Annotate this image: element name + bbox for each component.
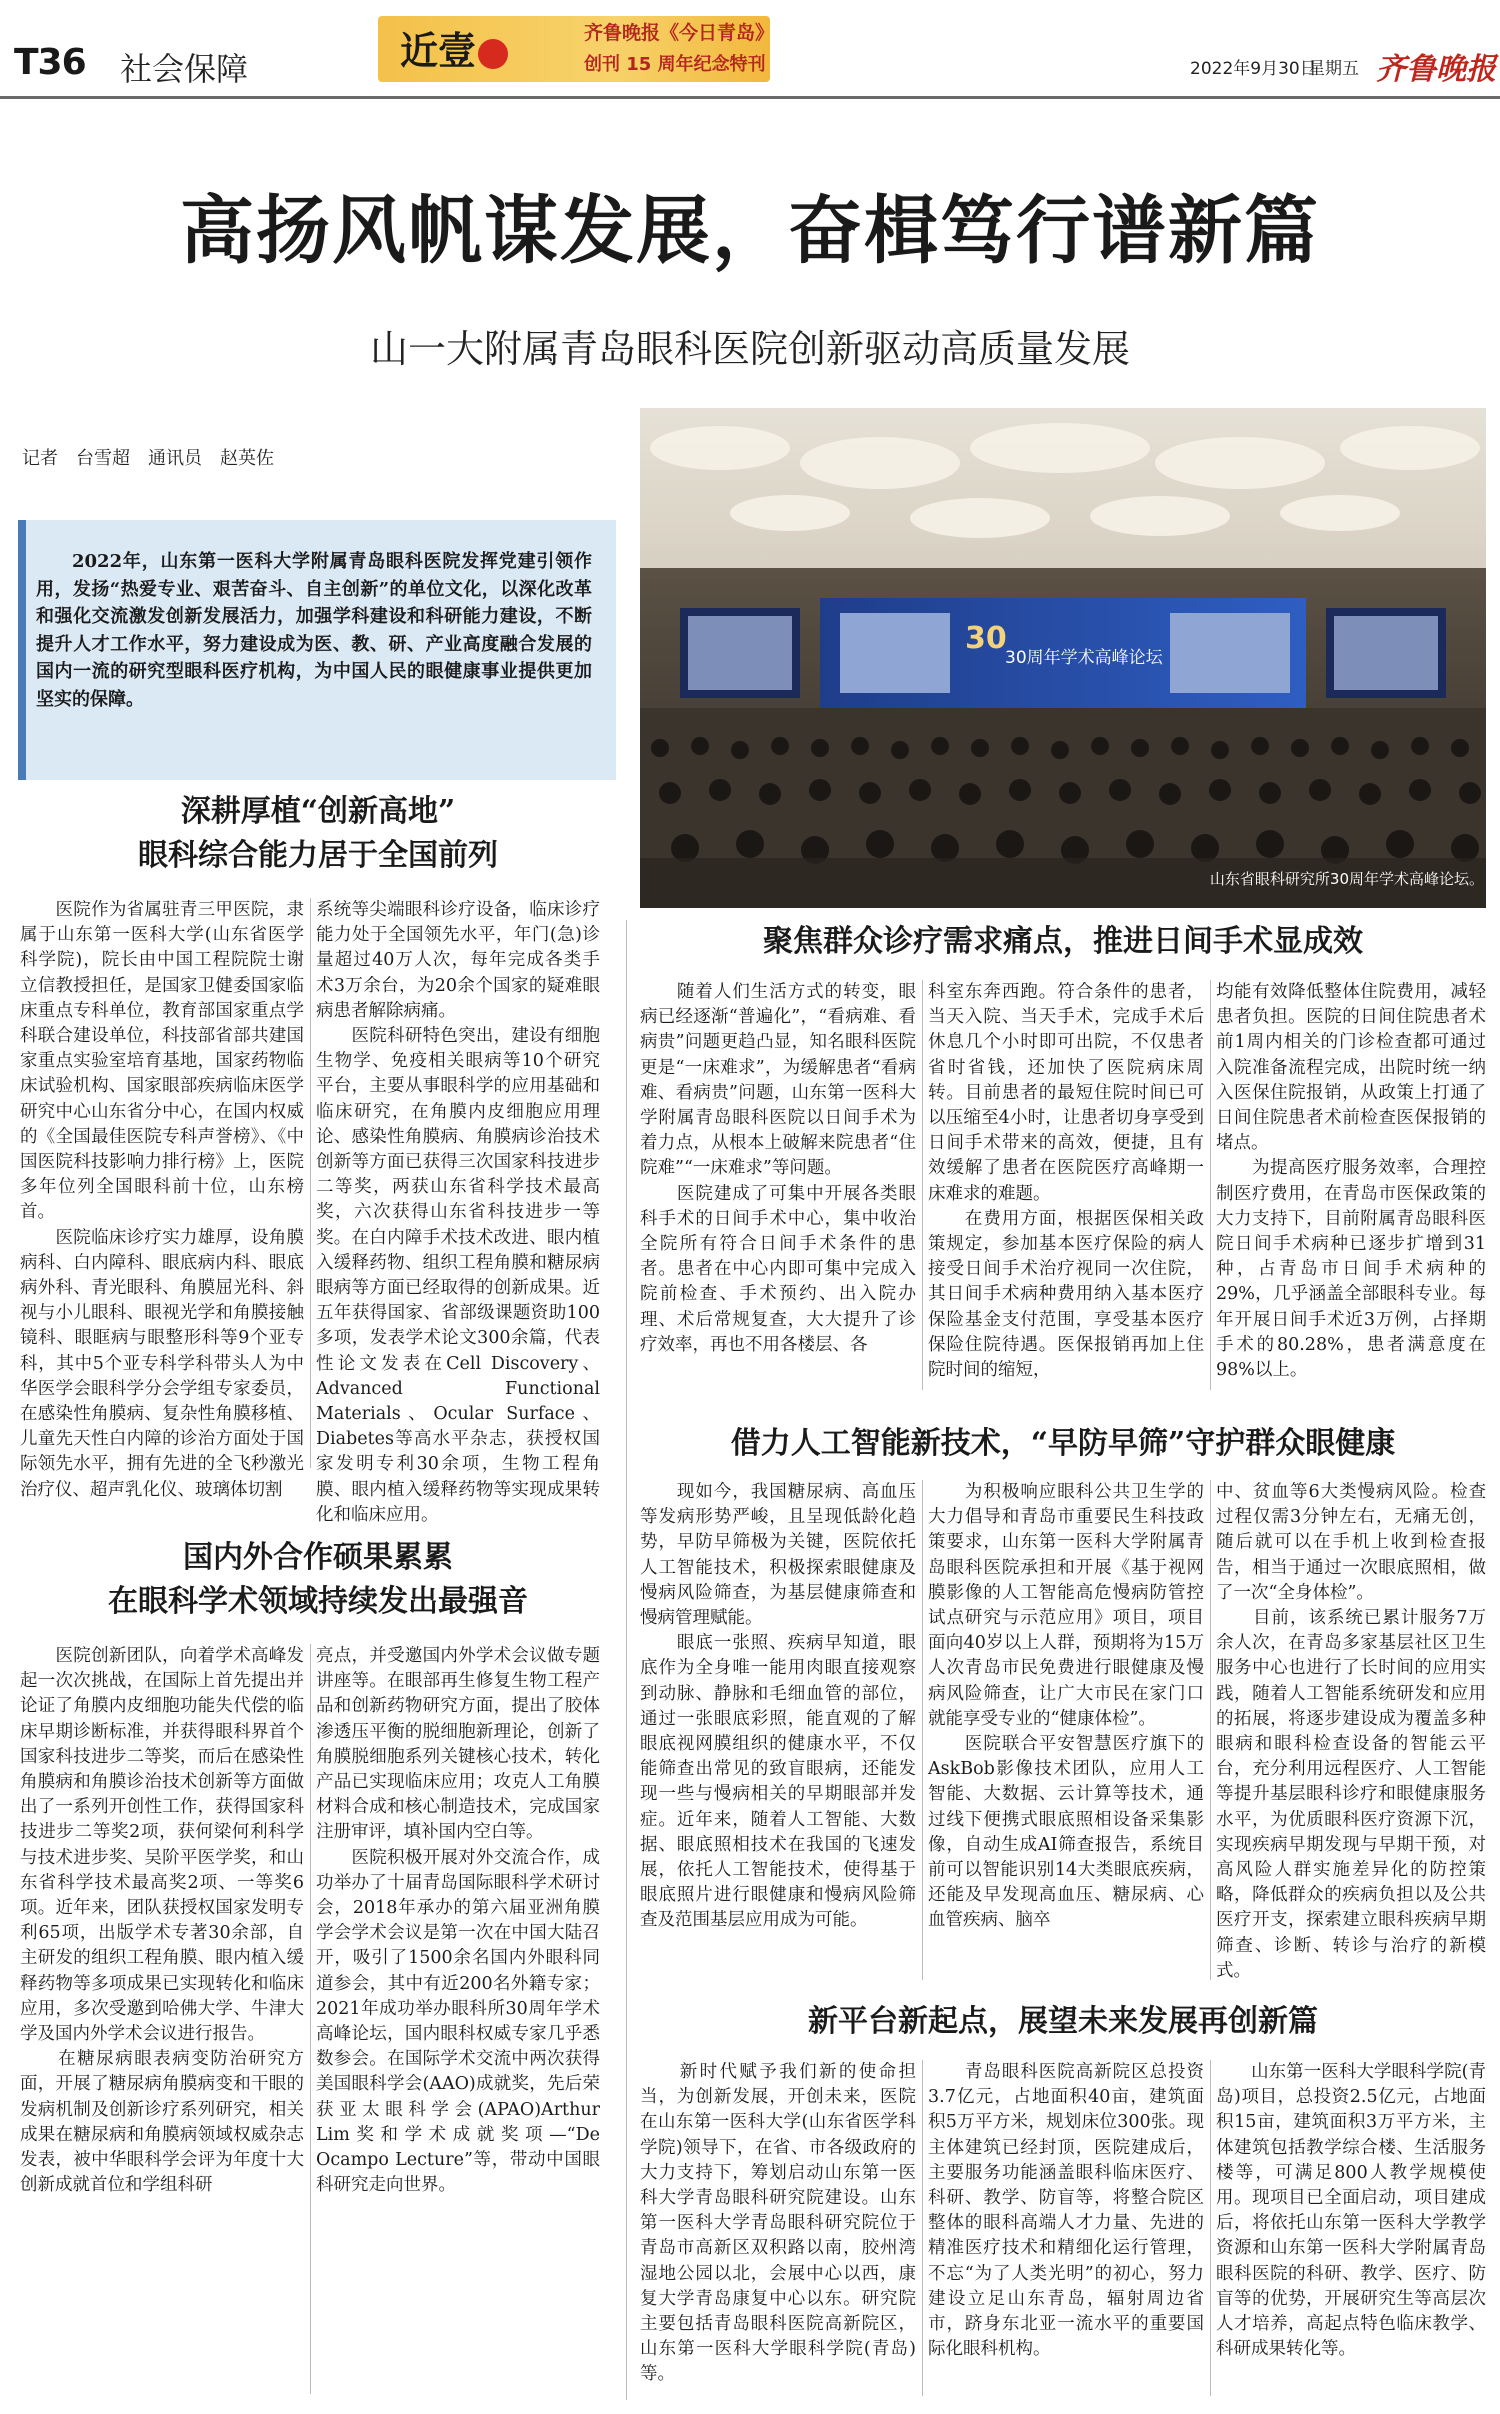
intro-text: 2022年，山东第一医科大学附属青岛眼科医院发挥党建引领作用，发扬“热爱专业、艰苦奋斗、自主创新”的单位文化，以深化改革和强化交流激发创新发展活力，加强学科建设和科研能力建设，不断提升人才工作水平，努力建设成为医、教、研、产业高度融合发展的国内一流的研究型眼科医疗机构，为中国人民的眼健康事业提供更加坚实的保障。 — [36, 551, 592, 710]
section1-heading — [20, 790, 616, 878]
section2-heading-line1: 国内外合作硕果累累 — [183, 1540, 453, 1575]
issue-weekday: 星期五 — [1308, 59, 1359, 79]
section1-column1: 医院作为省属驻青三甲医院，隶属于山东第一医科大学(山东省医学科学院)，院长由中国工程院院士谢立信教授担任，是国家卫健委国家临床重点专科单位，教育部国家重点学科联合建设单位，科技部省部共建国家重点实验室培育基地，国家药物临床试验机构、国家眼部疾病临床医学研究中心山东省分中心，在国内权威的《全国最佳医院专科声誉榜》、《中国医院科技影响力排行榜》上，医院多年位列全国眼科前十位，山东榜首。 医院临床诊疗实力雄厚，设角膜病科、白内障科、眼底病内科、眼底病外科、青光眼科、角膜屈光科、斜视与小儿眼科、眼视光学和角膜接触镜科、眼眶病与眼整形科等9个亚专科，其中5个亚专科学科带头人为中华医学会眼科学分会学组专家委员，在感染性角膜病、复杂性角膜移植、儿童先天性白内障的诊治方面处于国际领先水平，拥有先进的全飞秒激光治疗仪、超声乳化仪、玻璃体切割 — [20, 900, 304, 1500]
banner-logo-dot-icon — [478, 39, 508, 69]
section4-heading: 借力人工智能新技术，“早防早筛”守护群众眼健康 — [730, 1426, 1396, 1461]
issue-date: 2022年9月30日 — [1190, 59, 1317, 79]
section3-column3: 均能有效降低整体住院费用，减轻患者负担。医院的日间住院患者术前1周内相关的门诊检查都可通过入院准备流程完成，出院时统一纳入医保住院报销，从政策上打通了日间住院患者术前检查医保报销的堵点。 为提高医疗服务效率，合理控制医疗费用，在青岛市医保政策的大力支持下，目前附属青岛眼科医院日间手术病种已逐步扩增到31种，占青岛市日间手术病种的29%，几乎涵盖全部眼科专业。每年开展日间手术近3万例，占择期手术的80.28%，患者满意度在98%以上。 — [1216, 982, 1486, 1381]
section5-column3: 山东第一医科大学眼科学院(青岛)项目，总投资2.5亿元，占地面积15亩，建筑面积3万平方米，主体建筑包括教学综合楼、生活服务楼等，可满足800人教学规模使用。现项目已全面启动，项目建成后，将依托山东第一医科大学教学资源和山东第一医科大学附属青岛眼科医院的科研、教学、医疗、防盲等的优势，开展研究生等高层次人才培养，高起点特色临床教学、科研成果转化等。 — [1216, 2062, 1486, 2360]
column-divider — [1210, 980, 1211, 1390]
svg-text:30: 30 — [965, 621, 1007, 656]
anniversary-banner — [378, 4, 775, 90]
masthead-divider — [0, 96, 1500, 99]
section4-column1: 现如今，我国糖尿病、高血压等发病形势严峻，且呈现低龄化趋势，早防早筛极为关键，医院依托人工智能技术，积极探索眼健康及慢病风险筛查，为基层健康筛查和慢病管理赋能。 眼底一张照、疾病早知道，眼底作为全身唯一能用肉眼直接观察到动脉、静脉和毛细血管的部位，通过一张眼底彩照，能直观的了解眼底视网膜组织的健康水平，不仅能筛查出常见的致盲眼病，还能发现一些与慢病相关的早期眼部并发症。近年来，随着人工智能、大数据、眼底照相技术在我国的飞速发展，依托人工智能技术，使得基于眼底照片进行眼健康和慢病风险筛查及范围基层应用成为可能。 — [640, 1482, 916, 1931]
banner-logo — [400, 20, 508, 75]
column-divider — [1210, 1480, 1211, 1980]
column-divider — [922, 980, 923, 1390]
column-divider — [310, 898, 311, 1468]
section5-column2: 青岛眼科医院高新院区总投资3.7亿元，占地面积40亩，建筑面积5万平方米，规划床位300张。现主体建筑已经封顶，医院建成后，主要服务功能涵盖眼科临床医疗、科研、教学、防盲等，将整合院区整体的眼科高端人才力量、先进的精准医疗技术和精细化运行管理，不忘“为了人类光明”的初心，努力建设立足山东青岛，辐射周边省市，跻身东北亚一流水平的重要国际化眼科机构。 — [928, 2062, 1204, 2360]
column-divider — [310, 1644, 311, 2394]
section5-column1: 新时代赋予我们新的使命担当，为创新发展，开创未来，医院在山东第一医科大学(山东省医学科学院)领导下，在省、市各级政府的大力支持下，筹划启动山东第一医科大学青岛眼科研究院建设。山东第一医科大学青岛眼科研究院位于青岛市高新区双积路以南，胶州湾湿地公园以北，会展中心以西，康复大学青岛康复中心以东。研究院主要包括青岛眼科医院高新院区，山东第一医科大学眼科学院(青岛)等。 — [640, 2062, 916, 2385]
section2-column2: 亮点，并受邀国内外学术会议做专题讲座等。在眼部再生修复生物工程产品和创新药物研究方面，提出了胶体渗透压平衡的脱细胞新理论，创新了角膜脱细胞系列关键核心技术，转化产品已实现临床应用；攻克人工角膜材料合成和核心制造技术，完成国家注册审评，填补国内空白等。 医院积极开展对外交流合作，成功举办了十届青岛国际眼科学术研讨会，2018年承办的第六届亚洲角膜学会学术会议是第一次在中国大陆召开，吸引了1500余名国内外眼科同道参会，其中有近200名外籍专家；2021年成功举办眼科所30周年学术高峰论坛，国内眼科权威专家几乎悉数参会。在国际学术交流中两次获得美国眼科学会(AAO)成就奖，先后荣获亚太眼科学会(APAO)Arthur Lim奖和学术成就奖项—“De Ocampo Lecture”等，带动中国眼科研究走向世界。 — [316, 1646, 600, 2196]
banner-line2: 创刊 15 周年纪念特刊 — [584, 54, 766, 75]
section5-heading: 新平台新起点，展望未来发展再创新篇 — [808, 2004, 1318, 2039]
byline: 记者 台雪超 通讯员 赵英佐 — [22, 448, 274, 469]
banner-logo-text: 近壹 — [400, 29, 477, 73]
column-divider — [922, 2060, 923, 2396]
conference-photo — [640, 408, 1486, 908]
section3-heading: 聚焦群众诊疗需求痛点，推进日间手术显成效 — [763, 924, 1363, 959]
section2-heading — [20, 1536, 616, 1624]
photo-screen-text: 30周年学术高峰论坛 — [1005, 648, 1163, 668]
section3-column1: 随着人们生活方式的转变，眼病已经逐渐“普遍化”，“看病难、看病贵”问题更趋凸显，知名眼科医院更是“一床难求”，为缓解患者“看病难、看病贵”问题，山东第一医科大学附属青岛眼科医院以日间手术为着力点，从根本上破解来院患者“住院难”“一床难求”等问题。 医院建成了可集中开展各类眼科手术的日间手术中心，集中收治全院所有符合日间手术条件的患者。患者在中心内即可集中完成入院前检查、手术预约、出入院办理、术后常规复查，大大提升了诊疗效率，再也不用各楼层、各 — [640, 982, 916, 1355]
section3-column2: 科室东奔西跑。符合条件的患者，当天入院、当天手术，完成手术后休息几个小时即可出院，不仅患者省时省钱，还加快了医院病床周转。目前患者的最短住院时间已可以压缩至4小时，让患者切身享受到日间手术带来的高效，便捷，且有效缓解了患者在医院医疗高峰期一床难求的难题。 在费用方面，根据医保相关政策规定，参加基本医疗保险的病人接受日间手术治疗视同一次住院，其日间手术病种费用纳入基本医疗保险基金支付范围，享受基本医疗保险住院待遇。医保报销再加上住院时间的缩短， — [928, 982, 1204, 1381]
main-headline: 高扬风帆谋发展，奋楫笃行谱新篇 — [180, 188, 1320, 274]
column-divider — [922, 1480, 923, 1980]
section1-heading-line1: 深耕厚植“创新高地” — [180, 794, 456, 829]
section-name: 社会保障 — [120, 50, 249, 88]
section2-column1: 医院创新团队，向着学术高峰发起一次次挑战，在国际上首先提出并论证了角膜内皮细胞功能失代偿的临床早期诊断标准，并获得眼科界首个国家科技进步二等奖，而后在感染性角膜病和角膜诊治技术创新等方面做出了一系列开创性工作，获得国家科技进步二等奖2项，获何梁何利科学与技术进步奖、吴阶平医学奖，和山东省科学技术最高奖2项、一等奖6项。近年来，团队获授权国家发明专利65项，出版学术专著30余部，自主研发的组织工程角膜、眼内植入缓释药物等多项成果已实现转化和临床应用，多次受邀到哈佛大学、牛津大学及国内外学术会议进行报告。 在糖尿病眼表病变防治研究方面，开展了糖尿病角膜病变和干眼的发病机制及创新诊疗系列研究，相关成果在糖尿病和角膜病领域权威杂志发表，被中华眼科学会评为年度十大创新成就首位和学组科研 — [20, 1646, 304, 2196]
sub-headline: 山一大附属青岛眼科医院创新驱动高质量发展 — [369, 327, 1130, 371]
page-number: T36 — [14, 42, 86, 83]
photo-caption: 山东省眼科研究所30周年学术高峰论坛。 — [1209, 870, 1484, 888]
section2-heading-line2: 在眼科学术领域持续发出最强音 — [108, 1584, 528, 1619]
intro-accent-bar — [18, 520, 26, 780]
conference-photo-illustration — [640, 408, 1486, 908]
half-divider — [626, 920, 627, 2400]
section1-column2: 系统等尖端眼科诊疗设备，临床诊疗能力处于全国领先水平，年门(急)诊量超过40万人次，每年完成各类手术3万余台，为20余个国家的疑难眼病患者解除病痛。 医院科研特色突出，建设有细胞生物学、免疫相关眼病等10个研究平台，主要从事眼科学的应用基础和临床研究，在角膜内皮细胞应用理论、感染性角膜病、角膜病诊治技术创新等方面已获得三次国家科技进步二等奖，两获山东省科学技术最高奖，六次获得山东省科技进步一等奖。在白内障手术技术改进、眼内植入缓释药物、组织工程角膜和糖尿病眼病等方面已经取得的创新成果。近五年获得国家、省部级课题资助100多项，发表学术论文300余篇，代表性论文发表在Cell Discovery、Advanced Functional Materials、Ocular Surface、Diabetes等高水平杂志，获授权国家发明专利30余项，生物工程角膜、眼内植入缓释药物等实现成果转化和临床应用。 — [316, 900, 600, 1525]
newspaper-logo: 齐鲁晚报 — [1376, 52, 1496, 87]
section4-column3: 中、贫血等6大类慢病风险。检查过程仅需3分钟左右，无痛无创，随后就可以在手机上收到检查报告，相当于通过一次眼底照相，做了一次“全身体检”。 目前，该系统已累计服务7万余人次，在青岛多家基层社区卫生服务中心也进行了长时间的应用实践，随着人工智能系统研发和应用的拓展，将逐步建设成为覆盖多种眼病和眼科检查设备的智能云平台，充分利用远程医疗、人工智能等提升基层眼科诊疗和眼健康服务水平，为优质眼科医疗资源下沉，实现疾病早期发现与早期干预，对高风险人群实施差异化的防控策略，降低群众的疾病负担以及公共医疗开支，探索建立眼科疾病早期筛查、诊断、转诊与治疗的新模式。 — [1216, 1482, 1486, 1981]
section4-column2: 为积极响应眼科公共卫生学的大力倡导和青岛市重要民生科技政策要求，山东第一医科大学附属青岛眼科医院承担和开展《基于视网膜影像的人工智能高危慢病防管控试点研究与示范应用》项目，项目面向40岁以上人群，预期将为15万人次青岛市民免费进行眼健康及慢病风险筛查，让广大市民在家门口就能享受专业的“健康体检”。 医院联合平安智慧医疗旗下的AskBob影像技术团队，应用人工智能、大数据、云计算等技术，通过线下便携式眼底照相设备采集影像，自动生成AI筛查报告，系统目前可以智能识别14大类眼底疾病，还能及早发现高血压、糖尿病、心血管疾病、脑卒 — [928, 1482, 1204, 1931]
section1-heading-line2: 眼科综合能力居于全国前列 — [138, 838, 498, 873]
column-divider — [1210, 2060, 1211, 2396]
banner-line1: 齐鲁晚报《今日青岛》 — [584, 22, 775, 44]
